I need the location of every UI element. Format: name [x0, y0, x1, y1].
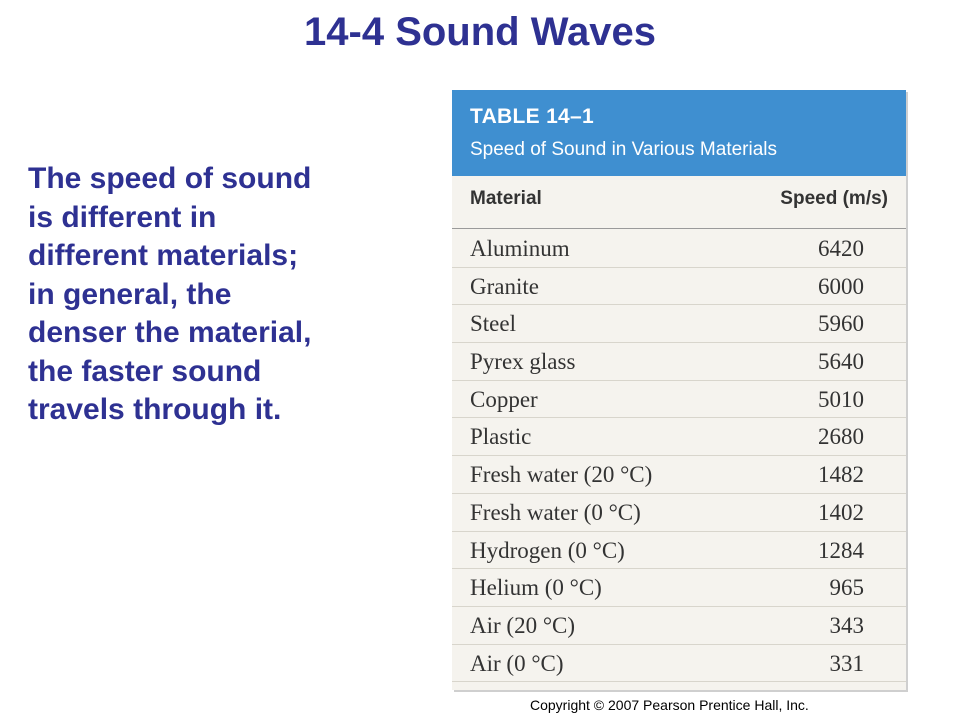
speed-of-sound-table	[452, 90, 906, 690]
body-line: is different in	[28, 200, 217, 234]
body-line: The speed of sound	[28, 162, 312, 195]
body-line: in general, the	[28, 277, 232, 311]
table-row	[452, 607, 906, 645]
table-body	[452, 230, 906, 682]
material-cell: Granite	[470, 273, 539, 299]
material-cell: Plastic	[470, 424, 532, 450]
column-header-material: Material	[470, 188, 542, 209]
speed-cell: 331	[829, 650, 864, 676]
speed-cell: 5640	[818, 349, 864, 375]
table-row	[452, 268, 906, 306]
material-cell: Air (20 °C)	[470, 612, 576, 638]
table-row	[452, 532, 906, 570]
table-number: TABLE 14–1	[470, 105, 594, 128]
material-cell: Steel	[470, 311, 516, 337]
material-cell: Fresh water (0 °C)	[470, 499, 641, 525]
column-header-speed: Speed (m/s)	[780, 188, 888, 209]
material-cell: Helium (0 °C)	[470, 575, 602, 601]
table-row	[452, 381, 906, 419]
body-line: travels through it.	[28, 393, 282, 426]
material-cell: Air (0 °C)	[470, 650, 564, 676]
material-cell: Hydrogen (0 °C)	[470, 537, 625, 563]
table-header	[452, 90, 906, 176]
body-line: denser the material,	[28, 316, 312, 349]
body-line: the faster sound	[28, 354, 262, 388]
material-cell: Copper	[470, 386, 538, 412]
table-row	[452, 305, 906, 343]
speed-cell: 1284	[818, 537, 864, 563]
material-cell: Aluminum	[470, 236, 570, 261]
table-row	[452, 418, 906, 456]
table-row	[452, 569, 906, 607]
material-cell: Pyrex glass	[470, 349, 576, 375]
body-line: different materials;	[28, 239, 299, 272]
speed-cell: 1482	[818, 462, 864, 488]
table-row	[452, 645, 906, 683]
material-cell: Fresh water (20 °C)	[470, 462, 653, 488]
table-caption: Speed of Sound in Various Materials	[470, 139, 777, 160]
table-row	[452, 456, 906, 494]
speed-cell: 2680	[818, 424, 864, 450]
speed-cell: 965	[829, 575, 864, 601]
speed-cell: 6000	[818, 273, 864, 299]
speed-cell: 5960	[818, 311, 864, 337]
table-row	[452, 494, 906, 532]
copyright-notice: Copyright © 2007 Pearson Prentice Hall, Inc.	[530, 697, 809, 713]
table-row	[452, 230, 906, 268]
speed-cell: 343	[829, 612, 864, 638]
body-text	[28, 160, 400, 430]
speed-cell: 1402	[818, 499, 864, 525]
speed-cell: 5010	[818, 386, 864, 412]
column-header-row	[452, 176, 906, 229]
speed-cell: 6420	[818, 236, 864, 261]
table-row	[452, 343, 906, 381]
slide-title: 14-4 Sound Waves	[304, 10, 656, 54]
